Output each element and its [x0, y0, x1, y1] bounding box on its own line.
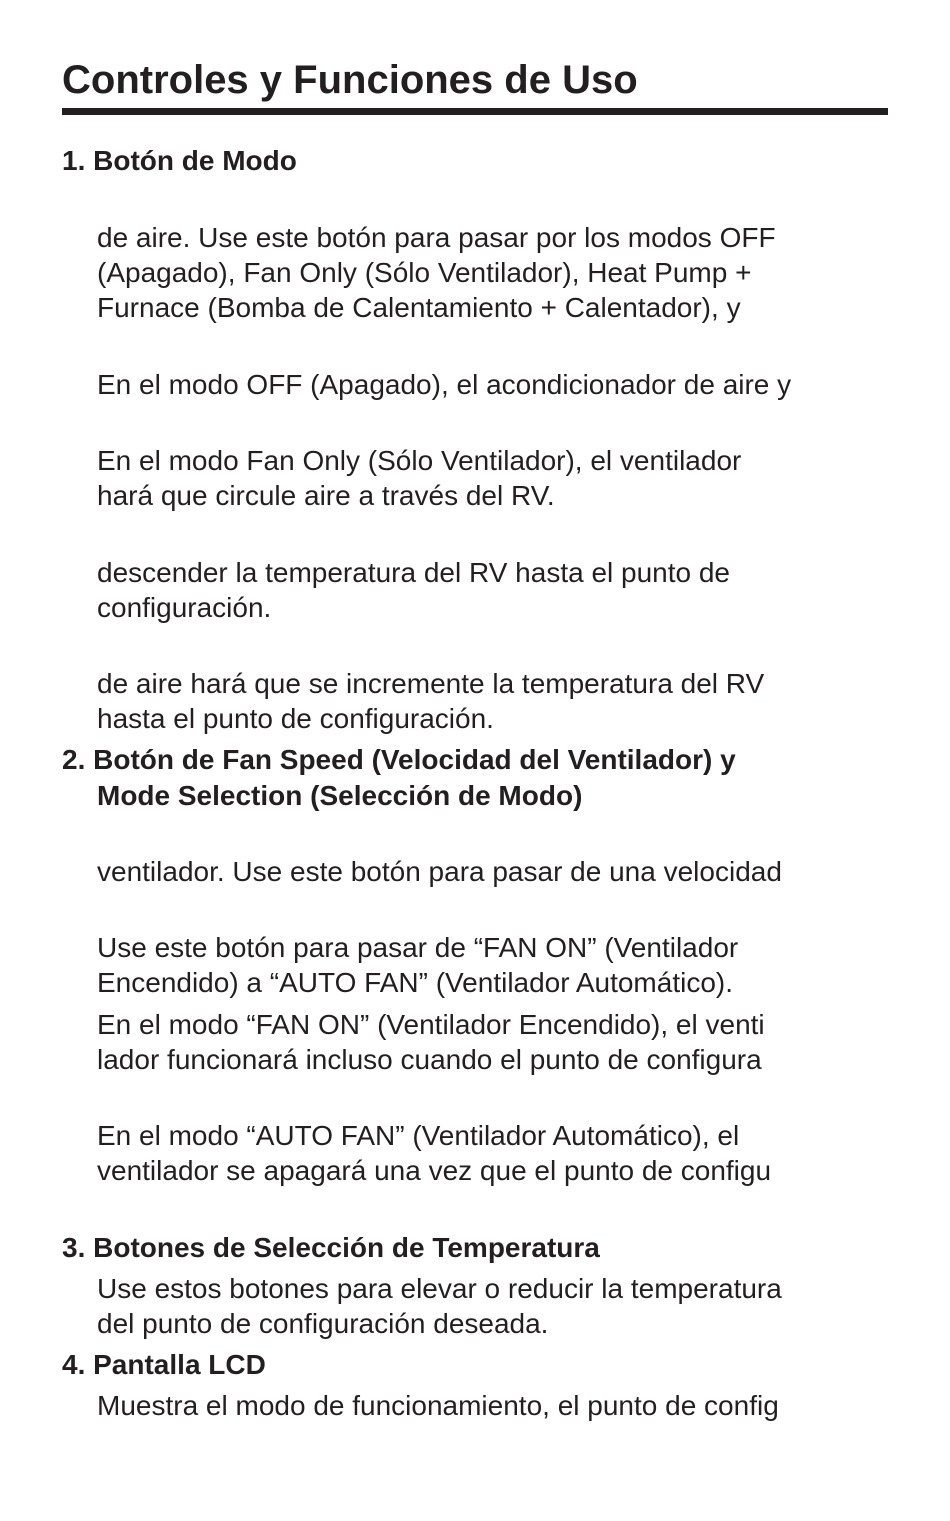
body-line: Use estos botones para elevar o reducir la temperatura [97, 1273, 782, 1304]
body-line: hasta el punto de configuración. [97, 703, 494, 734]
body-line: lador funcionará incluso cuando el punto de configura [97, 1044, 762, 1075]
body-line: En el modo “FAN ON” (Ventilador Encendido), el venti [97, 1009, 765, 1040]
body-line: descender la temperatura del RV hasta el punto de [97, 557, 731, 588]
body-line: (Apagado), Fan Only (Sólo Ventilador), Heat Pump + [97, 257, 752, 288]
body-line: ventilador. Use este botón para pasar de una velocidad [97, 856, 782, 887]
body-line: hará que circule aire a través del RV. [97, 480, 555, 511]
body-line: de aire hará que se incremente la temperatura del RV [97, 668, 765, 699]
body-line: En el modo Fan Only (Sólo Ventilador), el ventilador [97, 445, 742, 476]
section-heading-fan-speed-button: 2. Botón de Fan Speed (Velocidad del Ventilador) y [62, 744, 736, 775]
body-line: Furnace (Bomba de Calentamiento + Calentador), y [97, 292, 741, 323]
body-line: En el modo OFF (Apagado), el acondicionador de aire y [97, 369, 792, 400]
body-line: Encendido) a “AUTO FAN” (Ventilador Automático). [97, 967, 733, 998]
body-line: En el modo “AUTO FAN” (Ventilador Automático), el [97, 1120, 740, 1151]
body-line: Muestra el modo de funcionamiento, el punto de config [97, 1390, 779, 1421]
section-heading-lcd-display: 4. Pantalla LCD [62, 1349, 266, 1380]
page-title: Controles y Funciones de Uso [62, 58, 638, 102]
body-line: de aire. Use este botón para pasar por los modos OFF [97, 222, 776, 253]
body-line: Use este botón para pasar de “FAN ON” (Ventilador [97, 932, 739, 963]
body-line: configuración. [97, 592, 272, 623]
title-divider [62, 108, 888, 115]
section-heading-temperature-buttons: 3. Botones de Selección de Temperatura [62, 1232, 600, 1263]
section-heading-fan-speed-button-cont: Mode Selection (Selección de Modo) [97, 780, 583, 811]
body-line: del punto de configuración deseada. [97, 1308, 549, 1339]
body-line: ventilador se apagará una vez que el punto de configu [97, 1155, 772, 1186]
section-heading-mode-button: 1. Botón de Modo [62, 145, 297, 176]
